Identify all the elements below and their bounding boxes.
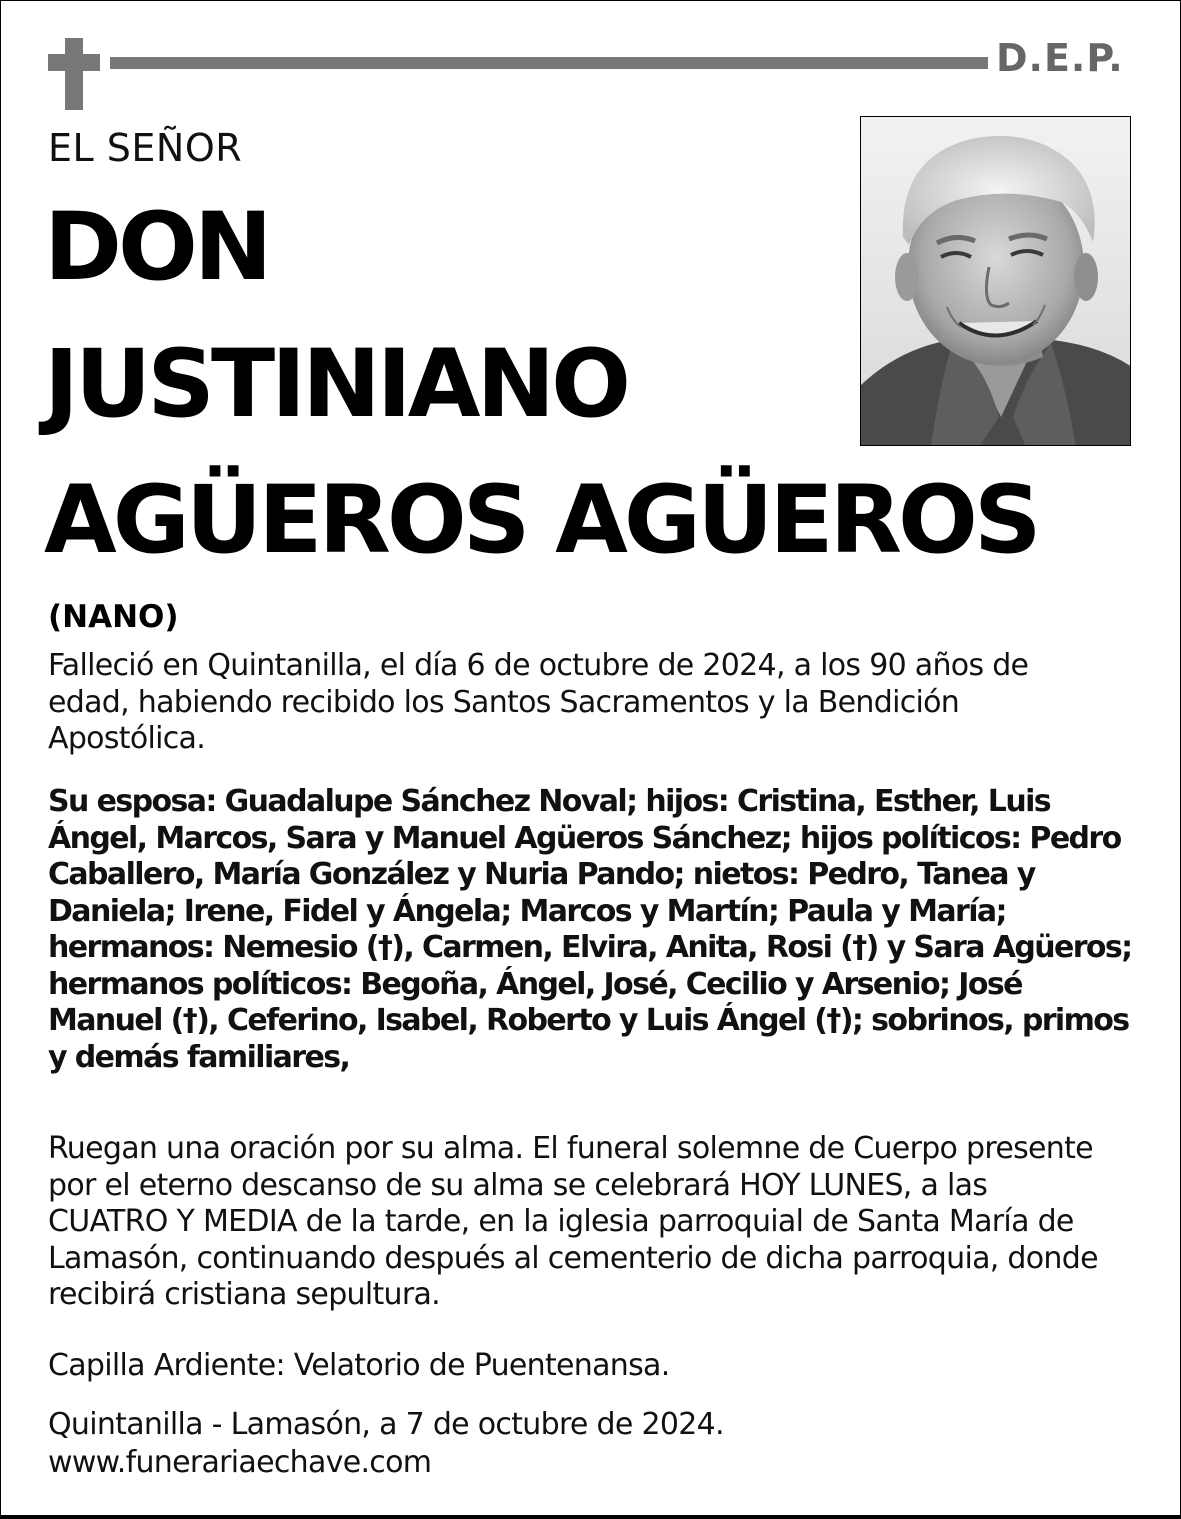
chapel-line: Capilla Ardiente: Velatorio de Puentenansa. <box>48 1348 670 1383</box>
name-line-1: DON <box>44 193 269 302</box>
portrait-photo <box>860 116 1131 446</box>
name-line-3: AGÜEROS AGÜEROS <box>44 466 1038 575</box>
honorific: EL SEÑOR <box>48 126 243 170</box>
dep-label: D.E.P. <box>996 36 1124 80</box>
funeral-paragraph: Ruegan una oración por su alma. El funeral solemne de Cuerpo presente por el eterno descanso de su alma se celebrará HOY LUNES, a las CUATRO Y MEDIA de la tarde, en la iglesia parroquial de Santa María de Lamasón, continuando después al cementerio de dicha parroquia, donde recibirá cristiana sepultura. <box>48 1131 1098 1312</box>
alias: (NANO) <box>48 599 179 635</box>
name-line-2: JUSTINIANO <box>44 330 628 439</box>
header-rule <box>110 57 988 69</box>
place-date-line: Quintanilla - Lamasón, a 7 de octubre de 2024. <box>48 1407 724 1442</box>
website-link[interactable]: www.funerariaechave.com <box>48 1445 432 1480</box>
death-paragraph: Falleció en Quintanilla, el día 6 de octubre de 2024, a los 90 años de edad, habiendo recibido los Santos Sacramentos y la Bendición Apostólica. <box>48 648 1029 756</box>
latin-cross-icon <box>48 38 100 110</box>
family-paragraph: Su esposa: Guadalupe Sánchez Noval; hijos: Cristina, Esther, Luis Ángel, Marcos, Sara y Manuel Agüeros Sánchez; hijos políticos: Pedro Caballero, María González y Nuria Pando; nietos: Pedro, Tanea y Daniela; Irene, Fidel y Ángela; Marcos y Martín; Paula y María; hermanos: Nemesio (†), Carmen, Elvira, Anita, Rosi (†) y Sara Agüeros; hermanos políticos: Begoña, Ángel, José, Cecilio y Arsenio; José Manuel (†), Ceferino, Isabel, Roberto y Luis Ángel (†); sobrinos, primos y demás familiares, <box>48 784 1132 1075</box>
